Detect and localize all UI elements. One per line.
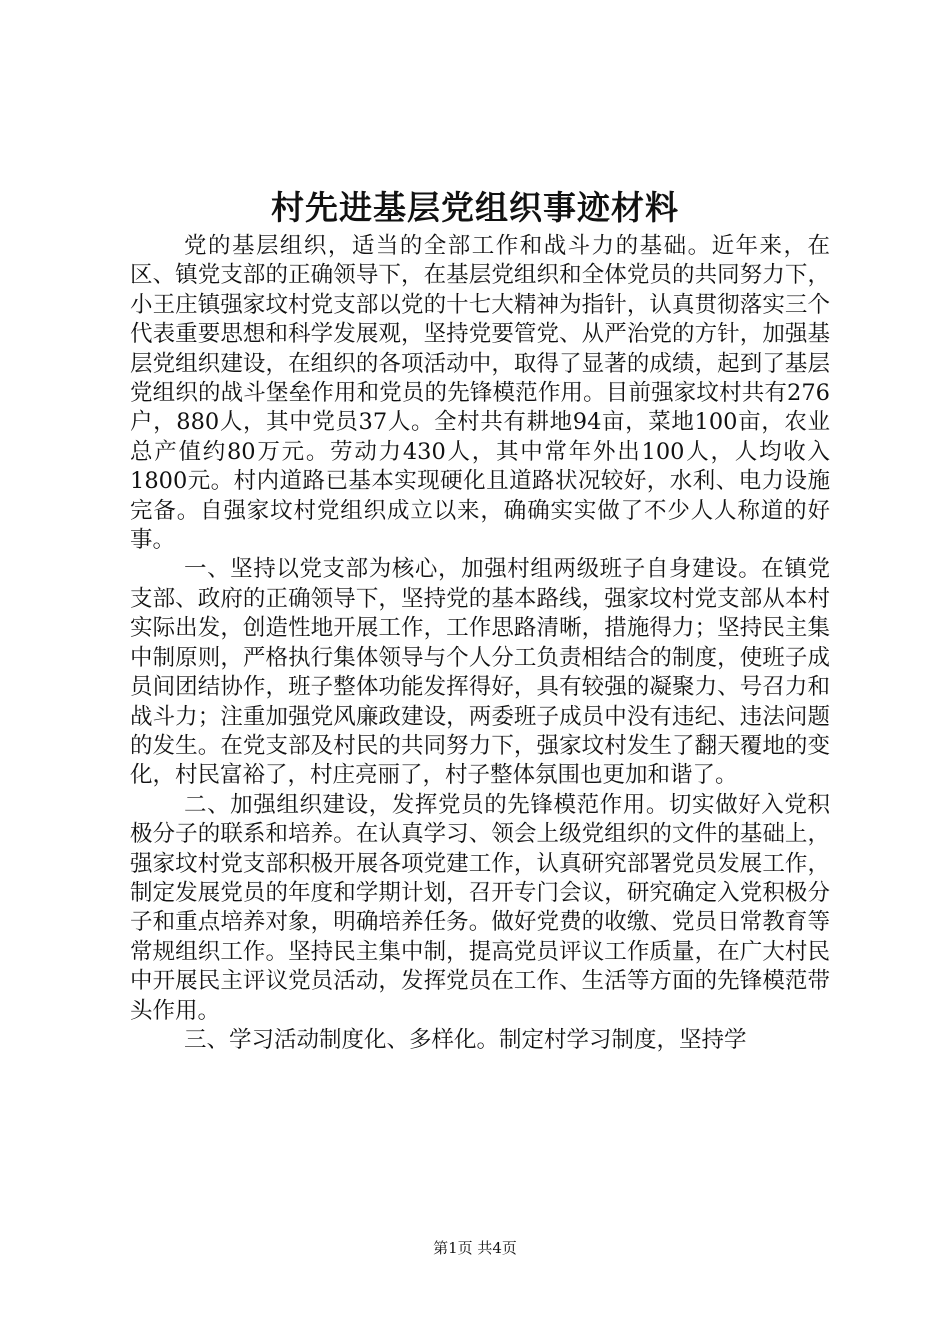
paragraph-section-2: 二、加强组织建设，发挥党员的先锋模范作用。切实做好入党积极分子的联系和培养。在认真学习、领会上级党组织的文件的基础上，强家坟村党支部积极开展各项党建工作，认真研究部署党员发展工作，制定发展党员的年度和学期计划，召开专门会议，研究确定入党积极分子和重点培养对象，明确培养任务。做好党费的收缴、党员日常教育等常规组织工作。坚持民主集中制，提高党员评议工作质量，在广大村民中开展民主评议党员活动，发挥党员在工作、生活等方面的先锋模范带头作用。 <box>130 791 830 1024</box>
page-number-footer: 第1页 共4页 <box>433 1239 517 1257</box>
paragraph-section-3: 三、学习活动制度化、多样化。制定村学习制度，坚持学 <box>184 1026 747 1053</box>
paragraph-section-1: 一、坚持以党支部为核心，加强村组两级班子自身建设。在镇党支部、政府的正确领导下，坚持党的基本路线，强家坟村党支部从本村实际出发，创造性地开展工作，工作思路清晰，措施得力；坚持民主集中制原则，严格执行集体领导与个人分工负责相结合的制度，使班子成员间团结协作，班子整体功能发挥得好，具有较强的凝聚力、号召力和战斗力；注重加强党风廉政建设，两委班子成员中没有违纪、违法问题的发生。在党支部及村民的共同努力下，强家坟村发生了翻天覆地的变化，村民富裕了，村庄亮丽了，村子整体氛围也更加和谐了。 <box>130 556 830 789</box>
document-body <box>130 232 830 1055</box>
paragraph-intro: 党的基层组织，适当的全部工作和战斗力的基础。近年来，在区、镇党支部的正确领导下，在基层党组织和全体党员的共同努力下，小王庄镇强家坟村党支部以党的十七大精神为指针，认真贯彻落实三个代表重要思想和科学发展观，坚持党要管党、从严治党的方针，加强基层党组织建设，在组织的各项活动中，取得了显著的成绩，起到了基层党组织的战斗堡垒作用和党员的先锋模范作用。目前强家坟村共有276户，880人，其中党员37人。全村共有耕地94亩，菜地100亩，农业总产值约80万元。劳动力430人，其中常年外出100人，人均收入1800元。村内道路已基本实现硬化且道路状况较好，水利、电力设施完备。自强家坟村党组织成立以来，确确实实做了不少人人称道的好事。 <box>130 233 830 554</box>
document-title: 村先进基层党组织事迹材料 <box>271 188 679 227</box>
